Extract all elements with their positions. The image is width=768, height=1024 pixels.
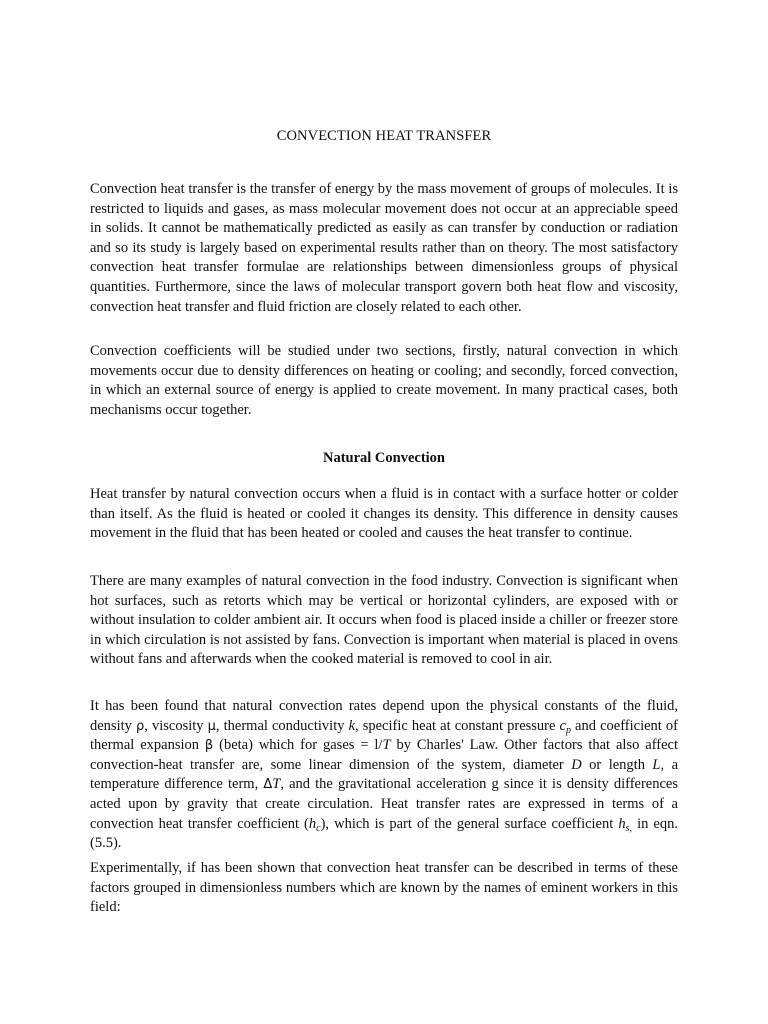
text-run: (beta) which for gases = l/ — [213, 737, 383, 754]
text-run: a temperature difference term, — [90, 756, 679, 793]
text-run: by Charles' Law. Other factors that also affect convection-heat transfer are, some linear dimension of the system, diameter — [90, 737, 678, 773]
c-subscript: c — [316, 822, 321, 834]
T-symbol: T — [382, 737, 391, 754]
k-symbol: k, — [348, 717, 359, 734]
beta-symbol: β — [204, 738, 214, 754]
text-run: in eqn. (5.5). — [90, 815, 678, 852]
text-run: or length — [581, 756, 653, 773]
paragraph-food-industry-examples: There are many examples of natural convection in the food industry. Convection is significant when hot surfaces, such as retorts which may be vertical or horizontal cylinders, are exposed with or without insulation to colder ambient air. It occurs when food is placed inside a chiller or freezer store in which circulation is not assisted by fans. Convection is important when material is placed in ovens without fans and afterwards when the cooked material is removed to cool in air. — [90, 573, 678, 668]
text-run: , and the gravitational acceleration g since it is density differences acted upon by gravity that create circulation. Heat transfer rates are expressed in terms of a convection heat transfer coefficient ( — [90, 776, 678, 832]
h-symbol: h — [618, 815, 626, 832]
text-run: and coefficient of thermal expansion — [90, 717, 678, 754]
paragraph-dimensionless-numbers: Experimentally, if has been shown that convection heat transfer can be described in terms of these factors grouped in dimensionless numbers which are known by the names of eminent workers in this field: — [90, 860, 678, 916]
paragraph-sections: Convection coefficients will be studied under two sections, firstly, natural convection in which movements occur due to density differences on heating or cooling; and secondly, forced convection, in which an external source of energy is applied to create movement. In many practical cases, both mechanisms occur together. — [90, 343, 678, 418]
rho-symbol: ρ — [135, 718, 145, 734]
text-run: , thermal conductivity — [215, 717, 349, 734]
D-symbol: D — [571, 756, 582, 773]
L-symbol: L, — [652, 756, 665, 773]
paragraph-natural-convection-definition: Heat transfer by natural convection occurs when a fluid is in contact with a surface hotter or colder than itself. As the fluid is heated or cooled it changes its density. This difference in density causes movement in the fluid that has been heated or cooled and causes the heat transfer to continue. — [90, 486, 678, 542]
section-heading-natural-convection: Natural Convection — [322, 450, 446, 466]
document-title: CONVECTION HEAT TRANSFER — [276, 128, 492, 144]
text-run: ), which is part of the general surface coefficient — [320, 815, 619, 832]
document-page — [90, 0, 678, 1024]
c-symbol: c — [559, 717, 566, 734]
text-run: It has been found that natural convection rates depend upon the physical constants of the fluid, density — [90, 698, 678, 734]
delta-symbol: Δ — [263, 777, 273, 793]
paragraph-physical-constants — [90, 697, 678, 854]
mu-symbol: μ — [207, 718, 216, 734]
s-subscript: s, — [625, 822, 632, 834]
T-symbol: T — [272, 776, 281, 793]
h-symbol: h — [308, 815, 317, 832]
text-run: , viscosity — [144, 717, 208, 734]
paragraph-intro: Convection heat transfer is the transfer of energy by the mass movement of groups of molecules. It is restricted to liquids and gases, as mass molecular movement does not occur at an appreciable speed in solids. It cannot be mathematically predicted as easily as can transfer by conduction or radiation and so its study is largely based on experimental results rather than on theory. The most satisfactory convection heat transfer formulae are relationships between dimensionless groups of physical quantities. Furthermore, since the laws of molecular transport govern both heat flow and viscosity, convection heat transfer and fluid friction are closely related to each other. — [90, 181, 678, 315]
p-subscript: p — [565, 724, 571, 736]
text-run: specific heat at constant pressure — [358, 717, 560, 734]
